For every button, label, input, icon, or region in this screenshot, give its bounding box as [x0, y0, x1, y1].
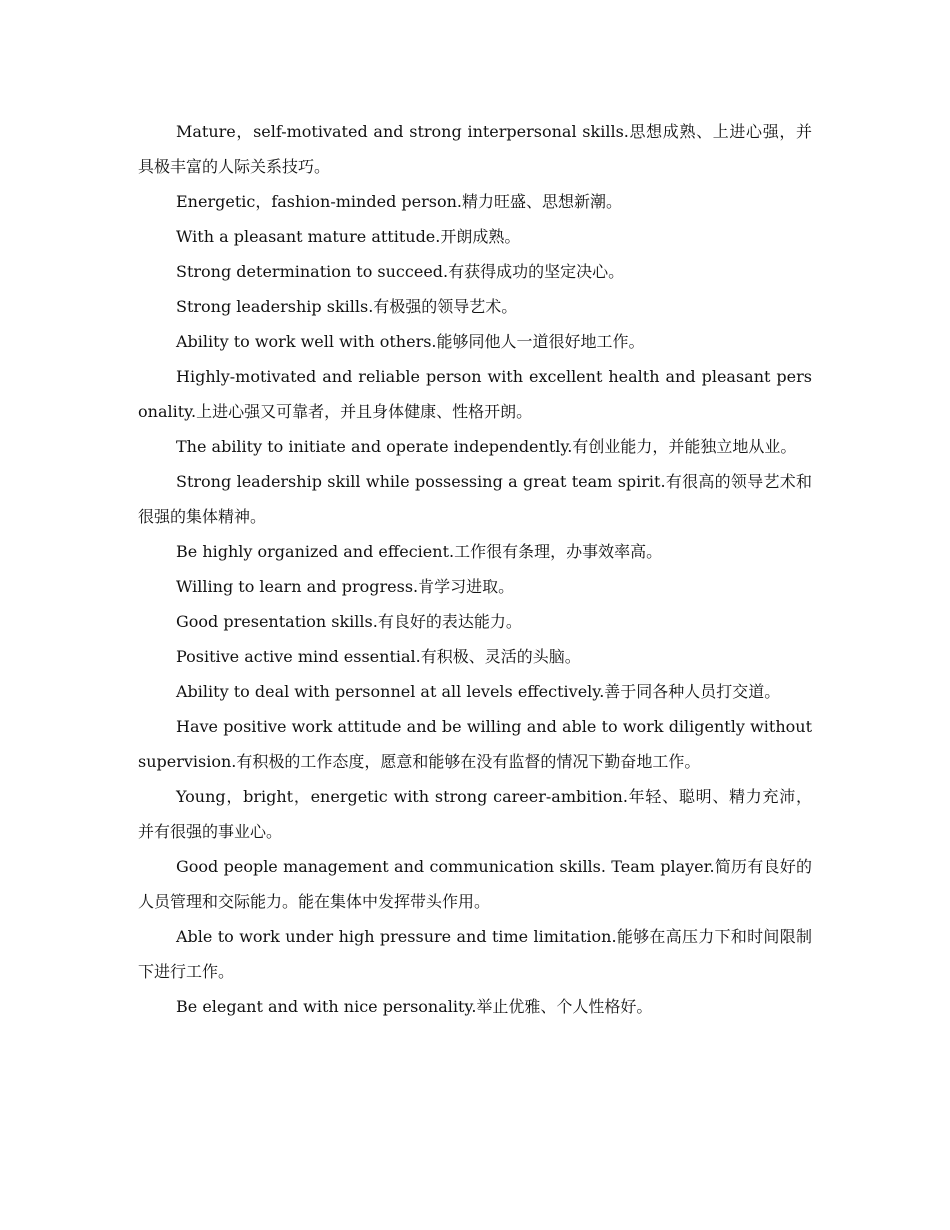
paragraph-determination: Strong determination to succeed.有获得成功的坚定决心。 — [176, 262, 625, 281]
paragraph-pleasant-attitude: With a pleasant mature attitude.开朗成熟。 — [176, 227, 521, 246]
paragraph-team-spirit: Strong leadership skill while possessing a great team spirit.有很高的领导艺术和很强的集体精神。 — [138, 472, 812, 526]
paragraph-highly-motivated: Highly-motivated and reliable person with excellent health and pleasant personality.上进心强又可靠者，并且身体健康、性格开朗。 — [138, 367, 812, 421]
paragraph-willing-to-learn: Willing to learn and progress.肯学习进取。 — [176, 577, 515, 596]
paragraph-leadership: Strong leadership skills.有极强的领导艺术。 — [176, 297, 518, 316]
paragraph-high-pressure: Able to work under high pressure and time limitation.能够在高压力下和时间限制下进行工作。 — [138, 927, 812, 981]
document-body — [138, 114, 812, 1024]
paragraph-work-attitude: Have positive work attitude and be willing and able to work diligently without supervision.有积极的工作态度，愿意和能够在没有监督的情况下勤奋地工作。 — [138, 717, 812, 771]
paragraph-young-bright: Young，bright，energetic with strong career-ambition.年轻、聪明、精力充沛，并有很强的事业心。 — [138, 787, 812, 841]
paragraph-organized: Be highly organized and effecient.工作很有条理，办事效率高。 — [176, 542, 663, 561]
paragraph-personnel: Ability to deal with personnel at all levels effectively.善于同各种人员打交道。 — [176, 682, 781, 701]
paragraph-initiate-independently: The ability to initiate and operate independently.有创业能力，并能独立地从业。 — [176, 437, 797, 456]
paragraph-elegant: Be elegant and with nice personality.举止优雅、个人性格好。 — [176, 997, 653, 1016]
paragraph-mature: Mature，self-motivated and strong interpersonal skills.思想成熟、上进心强，并具极丰富的人际关系技巧。 — [138, 122, 812, 176]
paragraph-work-with-others: Ability to work well with others.能够同他人一道很好地工作。 — [176, 332, 645, 351]
paragraph-people-management: Good people management and communication skills. Team player.简历有良好的人员管理和交际能力。能在集体中发挥带头作用。 — [138, 857, 812, 911]
paragraph-positive-mind: Positive active mind essential.有积极、灵活的头脑。 — [176, 647, 581, 666]
paragraph-presentation: Good presentation skills.有良好的表达能力。 — [176, 612, 522, 631]
paragraph-energetic: Energetic，fashion-minded person.精力旺盛、思想新潮。 — [176, 192, 622, 211]
